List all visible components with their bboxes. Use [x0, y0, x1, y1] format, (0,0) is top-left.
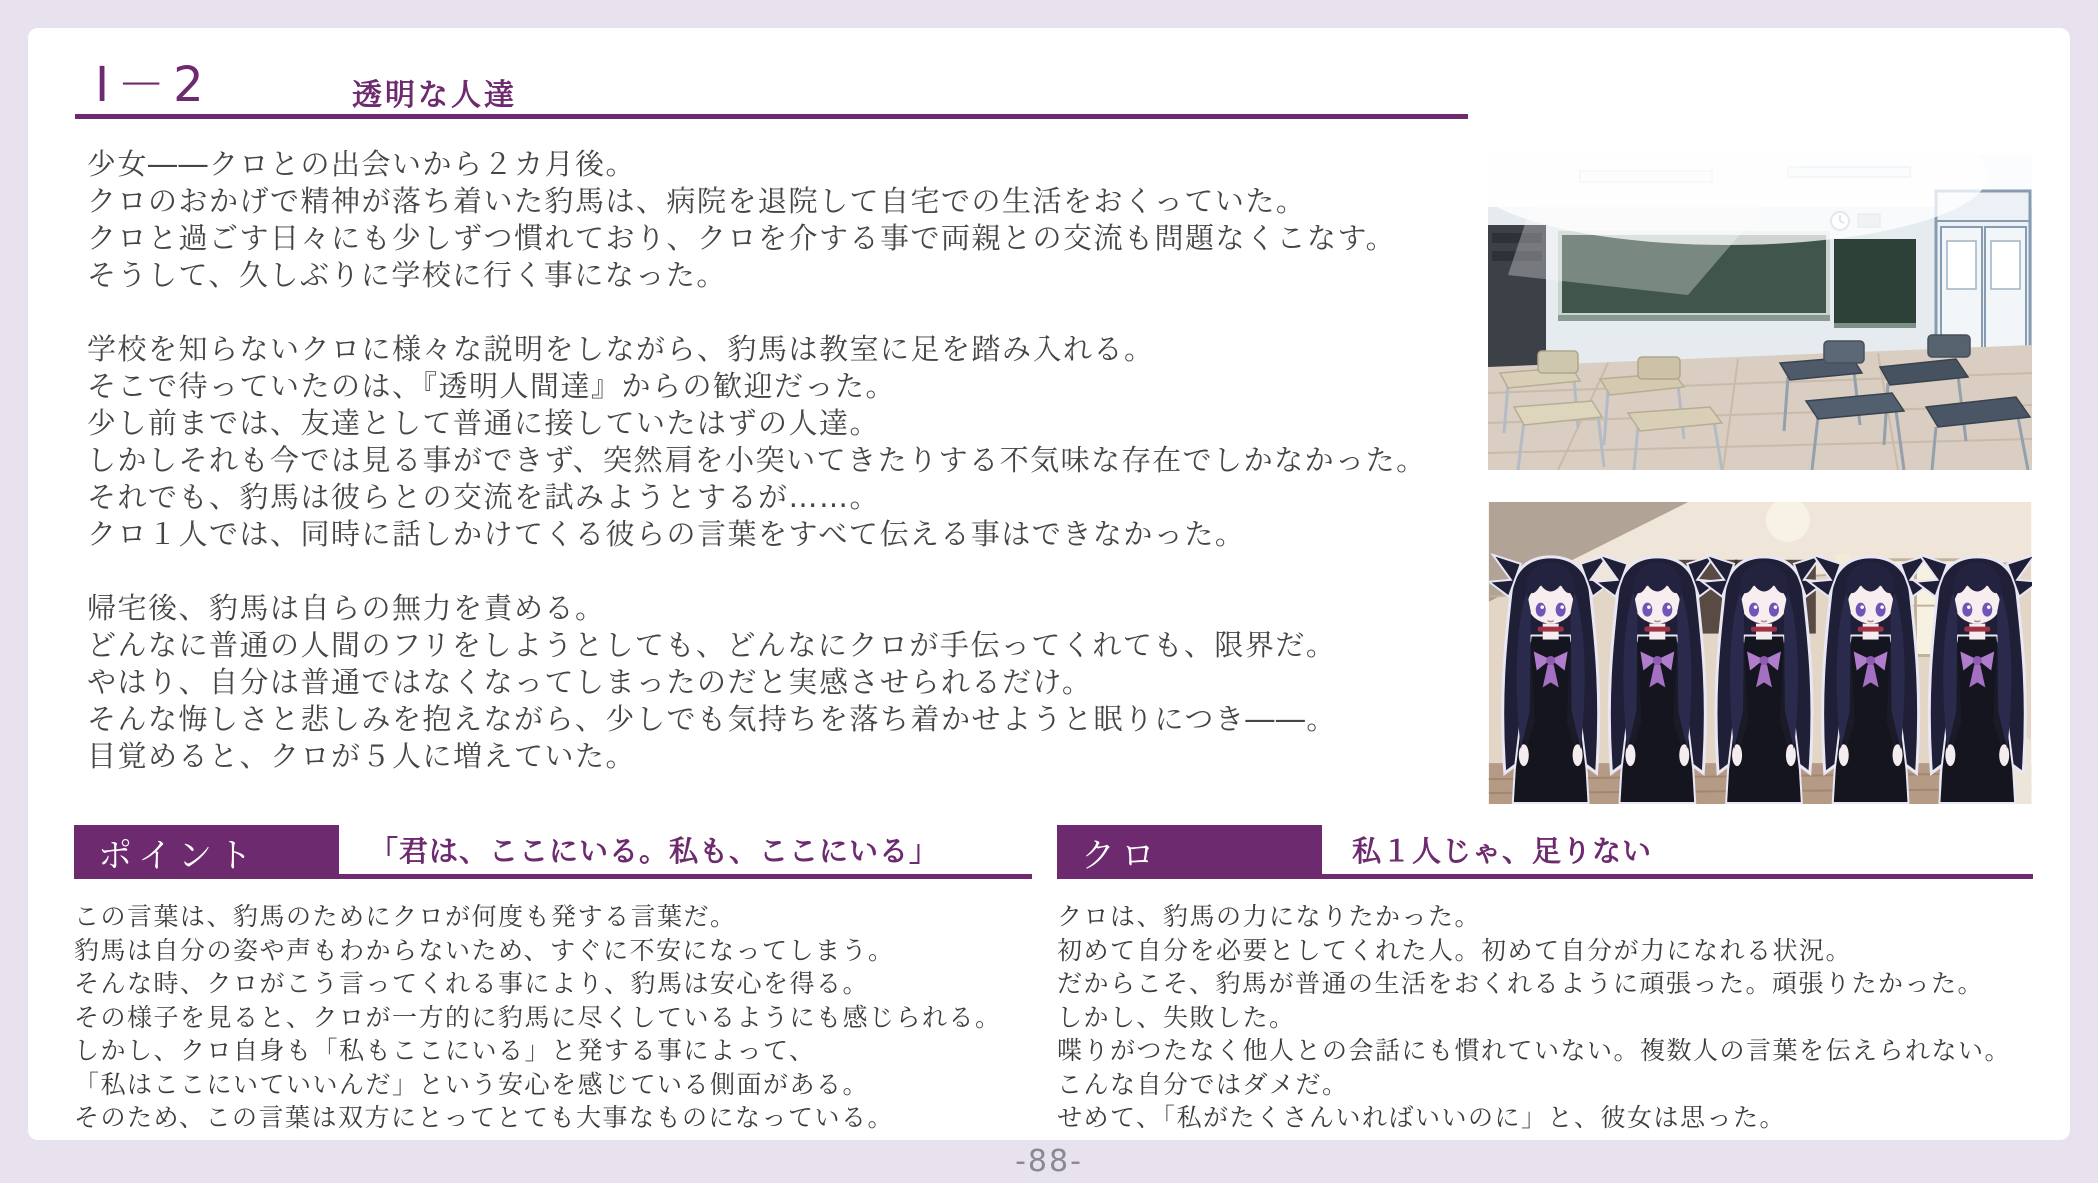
point-text-line: 豹馬は自分の姿や声もわからないため、すぐに不安になってしまう。: [74, 935, 895, 965]
kuro-quote: 私１人じゃ、足りない: [1352, 834, 1653, 868]
story-line: 帰宅後、豹馬は自らの無力を責める。: [87, 591, 606, 625]
story-line: 少女――クロとの出会いから２カ月後。: [87, 147, 637, 181]
kuro-text-line: クロは、豹馬の力になりたかった。: [1057, 902, 1482, 931]
story-line: それでも、豹馬は彼らとの交流を試みようとするが……。: [87, 480, 881, 514]
point-text-line: そのため、この言葉は双方にとってとても大事なものになっている。: [74, 1103, 895, 1132]
story-line: そんな悔しさと悲しみを抱えながら、少しでも気持ちを落ち着かせようと眠りにつき――。: [87, 702, 1337, 736]
story-paragraph-3: [87, 590, 1472, 775]
point-text-line: その様子を見ると、クロが一方的に豹馬に尽くしているようにも感じられる。: [74, 1002, 1002, 1032]
point-text-line: 「私はここにいていいんだ」という安心を感じている側面がある。: [74, 1069, 870, 1099]
kuro-section-header: [1057, 825, 2033, 879]
point-text-line: しかし、クロ自身も「私もここにいる」と発する事によって、: [74, 1036, 816, 1065]
story-line: やはり、自分は普通ではなくなってしまったのだと実感させられるだけ。: [87, 665, 1093, 699]
story-line: クロのおかげで精神が落ち着いた豹馬は、病院を退院して自宅での生活をおくっていた。: [87, 184, 1307, 218]
kuro-text-line: 初めて自分を必要としてくれた人。初めて自分が力になれる状況。: [1057, 935, 1853, 965]
story-paragraph-2: [87, 331, 1472, 553]
point-section-header: [74, 825, 1032, 879]
page-number: -88-: [1015, 1144, 1083, 1179]
kuro-text-line: だからこそ、豹馬が普通の生活をおくれるように頑張った。頑張りたかった。: [1057, 969, 1985, 998]
story-line: クロと過ごす日々にも少しずつ慣れており、クロを介する事で両親との交流も問題なくこなす。: [87, 221, 1397, 255]
title-underline: [75, 114, 1468, 119]
point-text-line: そんな時、クロがこう言ってくれる事により、豹馬は安心を得る。: [74, 969, 870, 998]
story-text: [87, 146, 1472, 775]
story-paragraph-1: [87, 146, 1472, 294]
kuro-text-line: しかし、失敗した。: [1057, 1002, 1296, 1032]
point-quote: 「君は、ここにいる。私も、ここにいる」: [369, 834, 940, 868]
point-quote-rule: [339, 825, 1032, 879]
story-line: 目覚めると、クロが５人に増えていた。: [87, 739, 637, 773]
story-line: 少し前までは、友達として普通に接していたはずの人達。: [87, 406, 881, 440]
story-line: 学校を知らないクロに様々な説明をしながら、豹馬は教室に足を踏み入れる。: [87, 332, 1155, 366]
story-line: そうして、久しぶりに学校に行く事になった。: [87, 258, 727, 292]
point-text-line: この言葉は、豹馬のためにクロが何度も発する言葉だ。: [74, 902, 737, 931]
point-section: [74, 825, 1032, 1135]
story-line: しかしそれも今では見る事ができず、突然肩を小突いてきたりする不気味な存在でしかなかった。: [87, 443, 1427, 477]
story-line: どんなに普通の人間のフリをしようとしても、どんなにクロが手伝ってくれても、限界だ。: [87, 628, 1337, 662]
kuro-quote-rule: [1322, 825, 2033, 879]
kuro-section: [1057, 825, 2033, 1135]
classroom-image: [1488, 155, 2032, 470]
section-number: Ⅰ－2: [95, 57, 212, 113]
kuro-section-body: [1057, 900, 2033, 1135]
kuro-clones-image: [1488, 502, 2032, 804]
point-badge: ポイント: [74, 825, 339, 879]
kuro-text-line: せめて、「私がたくさんいればいいのに」と、彼女は思った。: [1057, 1103, 1787, 1132]
story-line: そこで待っていたのは、『透明人間達』からの歓迎だった。: [87, 369, 897, 403]
kuro-text-line: こんな自分ではダメだ。: [1057, 1069, 1349, 1099]
point-section-body: [74, 900, 1032, 1135]
section-title: 透明な人達: [352, 78, 517, 113]
kuro-badge: クロ: [1057, 825, 1322, 879]
story-line: クロ１人では、同時に話しかけてくる彼らの言葉をすべて伝える事はできなかった。: [87, 517, 1246, 551]
kuro-text-line: 喋りがつたなく他人との会話にも慣れていない。複数人の言葉を伝えられない。: [1057, 1036, 2012, 1065]
